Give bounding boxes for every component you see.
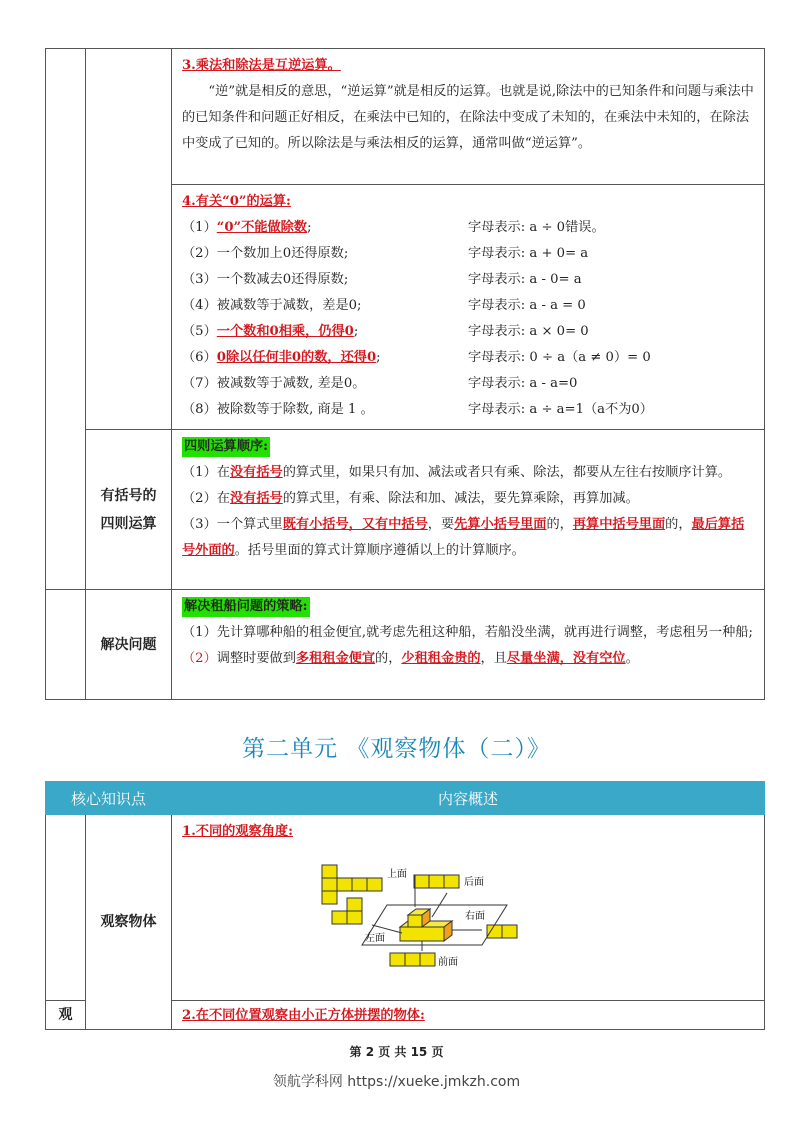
zero-rule-row bbox=[182, 267, 756, 293]
rule-paragraph: （1）在没有括号的算式里，如果只有加、减法或者只有乘、除法，都要从左往右按顺序计算。 bbox=[182, 465, 732, 480]
section-zero-operations bbox=[172, 185, 765, 430]
cube-solid bbox=[400, 909, 452, 941]
zero-rule-formula: 字母表示: a - 0= a bbox=[468, 272, 582, 287]
zero-rule-text: （7）被减数等于减数, 差是0。 bbox=[182, 376, 366, 391]
zero-rule-formula: 字母表示: a - a=0 bbox=[468, 376, 578, 391]
highlight-heading: 解决租船问题的策略: bbox=[182, 597, 310, 617]
site-footer: 领航学科网 https://xueke.jmkzh.com bbox=[272, 1074, 521, 1090]
section-inverse-operations bbox=[172, 49, 765, 185]
knowledge-table-unit2 bbox=[45, 781, 765, 1030]
zero-rule-row bbox=[182, 293, 756, 319]
zero-rule-text: （5）一个数和0相乘，仍得0; bbox=[182, 324, 359, 339]
side-cell bbox=[46, 590, 86, 700]
zero-rule-row bbox=[182, 345, 756, 371]
zero-rules-list bbox=[182, 215, 756, 423]
section-heading: 3.乘法和除法是互逆运算。 bbox=[182, 58, 341, 73]
zero-rule-row bbox=[182, 371, 756, 397]
label-back: 后面 bbox=[464, 877, 485, 888]
label-top: 上面 bbox=[387, 869, 408, 880]
zero-rule-row bbox=[182, 397, 756, 423]
zero-rule-text: （3）一个数减去0还得原数; bbox=[182, 272, 349, 287]
header-content-summary: 内容概述 bbox=[172, 782, 765, 815]
zero-rule-row bbox=[182, 241, 756, 267]
back-view-squares bbox=[414, 875, 459, 888]
header-core-points: 核心知识点 bbox=[46, 782, 172, 815]
zero-rule-row bbox=[182, 319, 756, 345]
section-boat-strategy bbox=[172, 590, 765, 700]
zero-rule-text: （8）被除数等于除数, 商是 1 。 bbox=[182, 402, 374, 417]
right-view-squares bbox=[487, 925, 517, 938]
zero-rule-formula: 字母表示: 0 ÷ a（a ≠ 0）= 0 bbox=[468, 350, 651, 365]
page-number: 第 2 页 共 15 页 bbox=[349, 1045, 444, 1059]
section-paragraph: “逆”就是相反的意思，“逆运算”就是相反的运算。也就是说,除法中的已知条件和问题与乘法中的已知条件和问题正好相反，在乘法中已知的，在除法中变成了未知的，在乘法中未知的，在除法中变成了已知的。所以除法是与乘法相反的运算，通常叫做“逆运算”。 bbox=[182, 84, 754, 151]
label-cell-observe: 观察物体 bbox=[86, 815, 172, 1030]
section-operation-order bbox=[172, 430, 765, 590]
zero-rule-text: （6）0除以任何非0的数，还得0; bbox=[182, 350, 381, 365]
zero-rule-formula: 字母表示: a × 0= 0 bbox=[468, 324, 589, 339]
unit-title: 第二单元 《观察物体（二）》 bbox=[242, 736, 551, 762]
label-cell-boat: 解决问题 bbox=[86, 590, 172, 700]
zero-rule-text: （4）被减数等于减数，差是0; bbox=[182, 298, 362, 313]
zero-rule-row bbox=[182, 215, 756, 241]
section-heading: 2.在不同位置观察由小正方体拼摆的物体: bbox=[182, 1008, 425, 1023]
knowledge-table-unit1 bbox=[45, 48, 765, 700]
label-cell-empty bbox=[86, 49, 172, 430]
rule-paragraph: （2）调整时要做到多租租金便宜的，少租租金贵的，且尽量坐满，没有空位。 bbox=[182, 651, 639, 666]
label-left: 左面 bbox=[365, 933, 386, 944]
section-heading: 4.有关“0”的运算: bbox=[182, 194, 291, 209]
side-cell bbox=[46, 815, 86, 1001]
section-heading: 1.不同的观察角度: bbox=[182, 824, 293, 839]
zero-rule-text: （2）一个数加上0还得原数; bbox=[182, 246, 349, 261]
zero-rule-formula: 字母表示: a - a = 0 bbox=[468, 298, 586, 313]
rule-paragraph: （2）在没有括号的算式里，有乘、除法和加、减法，要先算乘除，再算加减。 bbox=[182, 491, 639, 506]
label-cell-brackets bbox=[86, 430, 172, 590]
zero-rule-formula: 字母表示: a ÷ 0错误。 bbox=[468, 220, 605, 235]
section-cube-positions bbox=[172, 1001, 765, 1030]
zero-rule-text: （1）“0”不能做除数; bbox=[182, 220, 312, 235]
observation-diagram bbox=[182, 845, 756, 975]
side-cell bbox=[46, 49, 86, 590]
label-line: 有括号的 bbox=[100, 487, 157, 504]
zero-rule-formula: 字母表示: a + 0= a bbox=[468, 246, 589, 261]
label-front: 前面 bbox=[438, 957, 459, 968]
cube-views-figure bbox=[182, 845, 742, 975]
label-right: 右面 bbox=[465, 911, 486, 922]
highlight-heading: 四则运算顺序: bbox=[182, 437, 270, 457]
rule-paragraph: （3）一个算式里既有小括号，又有中括号，要先算小括号里面的，再算中括号里面的，最后算括号外面的。括号里面的算式计算顺序遵循以上的计算顺序。 bbox=[182, 517, 745, 558]
front-view-squares bbox=[390, 953, 435, 966]
rule-paragraph: （1）先计算哪种船的租金便宜,就考虑先租这种船，若船没坐满，就再进行调整，考虑租另一种船; bbox=[182, 625, 753, 640]
section-view-angles bbox=[172, 815, 765, 1001]
label-line: 四则运算 bbox=[100, 515, 157, 532]
side-char-cell: 观 bbox=[46, 1001, 86, 1030]
zero-rule-formula: 字母表示: a ÷ a=1（a不为0） bbox=[468, 402, 653, 417]
